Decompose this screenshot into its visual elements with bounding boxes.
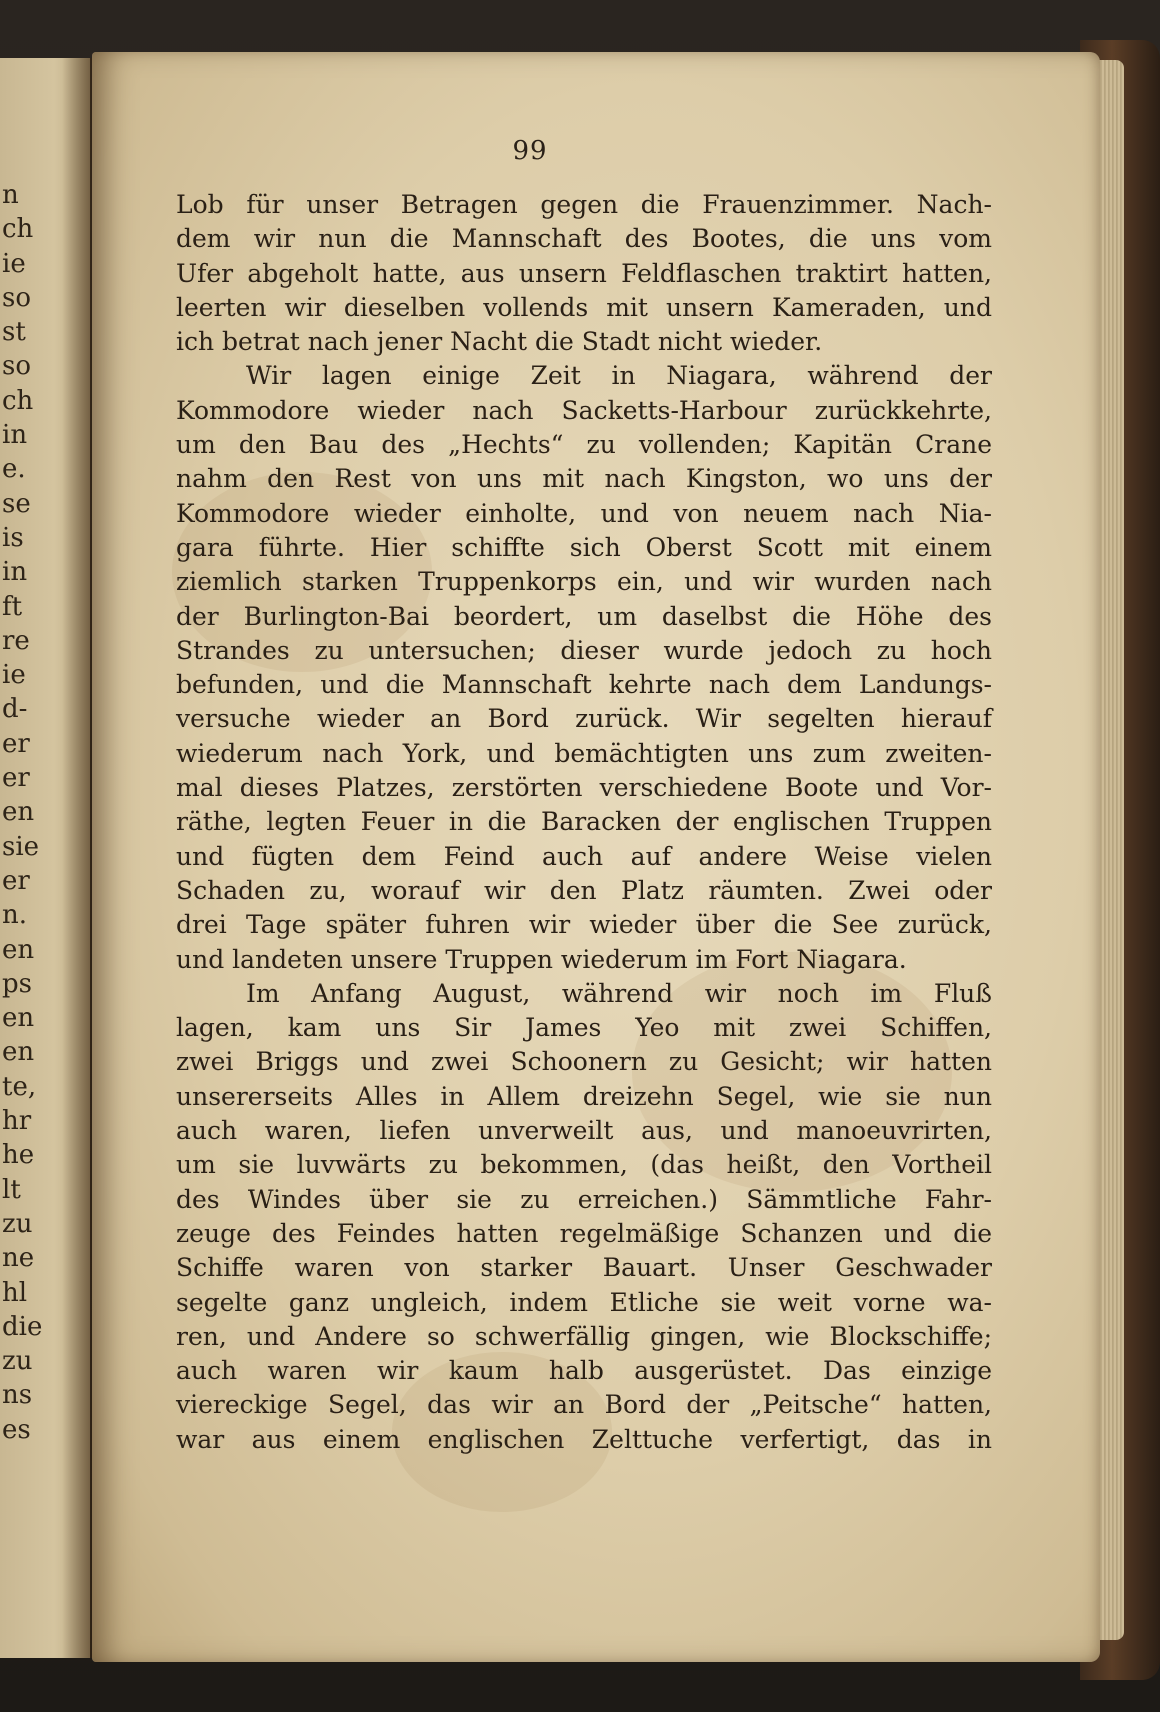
left-page-fragment: so <box>2 282 31 313</box>
text-line: gara führte. Hier schiffte sich Oberst Scott mit einem <box>176 532 992 562</box>
text-line: mal dieses Platzes, zerstörten verschiedene Boote und Vor- <box>176 773 992 803</box>
text-line: dem wir nun die Mannschaft des Bootes, die uns vom <box>176 224 992 254</box>
left-page-fragment: hl <box>2 1277 28 1308</box>
left-page-fragment: ps <box>2 968 32 999</box>
left-page-fragment: ne <box>2 1243 35 1274</box>
text-line: nahm den Rest von uns mit nach Kingston, wo uns der <box>176 464 992 494</box>
body-text <box>176 188 992 1457</box>
text-line: Schaden zu, worauf wir den Platz räumten. Zwei oder <box>176 875 992 905</box>
text-line: der Burlington-Bai beordert, um daselbst die Höhe des <box>176 601 992 631</box>
text-line: befunden, und die Mannschaft kehrte nach dem Landungs- <box>176 670 992 700</box>
text-line: auch waren, liefen unverweilt aus, und manoeuvrirten, <box>176 1116 992 1146</box>
left-page-fragment: he <box>2 1140 35 1171</box>
text-line: versuche wieder an Bord zurück. Wir segelten hierauf <box>176 704 992 734</box>
text-line: räthe, legten Feuer in die Baracken der englischen Truppen <box>176 807 992 837</box>
left-page-fragment: hr <box>2 1106 32 1137</box>
left-page-fragment: ns <box>2 1380 33 1411</box>
text-line: viereckige Segel, das wir an Bord der „Peitsche“ hatten, <box>176 1390 992 1420</box>
left-page-fragment: se <box>2 488 31 519</box>
text-line: Schiffe waren von starker Bauart. Unser Geschwader <box>176 1253 992 1283</box>
text-line: Lob für unser Betragen gegen die Frauenzimmer. Nach- <box>176 190 992 219</box>
left-page-fragment: d- <box>2 694 28 725</box>
left-page-fragment: en <box>2 797 35 828</box>
left-page-fragment: ie <box>2 660 26 691</box>
left-page-fragment: zu <box>2 1346 33 1377</box>
text-line: leerten wir dieselben vollends mit unsern Kameraden, und <box>176 292 992 322</box>
left-page-fragment: lt <box>2 1174 21 1205</box>
text-line: Strandes zu untersuchen; dieser wurde jedoch zu hoch <box>176 635 992 665</box>
left-page-fragment: die <box>2 1311 43 1342</box>
left-page-fragment: n. <box>2 900 28 931</box>
left-page-fragment: ch <box>2 214 34 245</box>
text-line: Kommodore wieder nach Sacketts-Harbour zurückkehrte, <box>176 395 992 425</box>
page-number: 99 <box>512 136 548 166</box>
left-page-fragment: er <box>2 728 30 759</box>
left-page-fragment: in <box>2 420 28 451</box>
text-line: und landeten unsere Truppen wiederum im Fort Niagara. <box>176 944 907 974</box>
page-edges <box>1098 60 1124 1640</box>
left-page-fragment: ie <box>2 248 26 279</box>
text-line: zeuge des Feindes hatten regelmäßige Schanzen und die <box>176 1218 992 1248</box>
text-line: auch waren wir kaum halb ausgerüstet. Das einzige <box>176 1356 992 1386</box>
left-page-fragment: sie <box>2 831 40 862</box>
text-line: um sie luvwärts zu bekommen, (das heißt, den Vortheil <box>176 1150 992 1180</box>
left-page-fragment: en <box>2 1037 35 1068</box>
left-page-fragment: ft <box>2 591 23 622</box>
left-page-fragment: st <box>2 317 26 348</box>
text-line: wiederum nach York, und bemächtigten uns zum zweiten- <box>176 738 992 768</box>
left-page-fragment: es <box>2 1414 31 1445</box>
text-line: des Windes über sie zu erreichen.) Sämmtliche Fahr- <box>176 1184 992 1214</box>
left-page-fragment: is <box>2 522 24 553</box>
left-page-fragment: en <box>2 934 35 965</box>
left-page-fragment: so <box>2 351 31 382</box>
left-page-fragment: zu <box>2 1208 33 1239</box>
left-page-fragment: te, <box>2 1071 37 1102</box>
text-line: um den Bau des „Hechts“ zu vollenden; Kapitän Crane <box>176 430 992 460</box>
left-page-text-fragments <box>2 178 62 1447</box>
text-line: unsererseits Alles in Allem dreizehn Segel, wie sie nun <box>176 1081 992 1111</box>
left-page-fragment: er <box>2 865 30 896</box>
text-line: Wir lagen einige Zeit in Niagara, während der <box>246 361 992 391</box>
left-page-fragment: in <box>2 557 28 588</box>
text-line: Kommodore wieder einholte, und von neuem nach Nia- <box>176 498 992 528</box>
text-line: Ufer abgeholt hatte, aus unsern Feldflaschen traktirt hatten, <box>176 258 992 288</box>
text-line: drei Tage später fuhren wir wieder über die See zurück, <box>176 910 992 940</box>
left-page-fragment: er <box>2 763 30 794</box>
text-line: lagen, kam uns Sir James Yeo mit zwei Schiffen, <box>176 1013 992 1043</box>
left-page-fragment: re <box>2 625 30 656</box>
text-line: ich betrat nach jener Nacht die Stadt nicht wieder. <box>176 327 823 357</box>
left-page-fragment: ch <box>2 385 34 416</box>
text-line: segelte ganz ungleich, indem Etliche sie weit vorne wa- <box>176 1287 992 1317</box>
text-line: Im Anfang August, während wir noch im Fluß <box>246 978 992 1008</box>
text-line: ziemlich starken Truppenkorps ein, und wir wurden nach <box>176 567 992 597</box>
text-line: zwei Briggs und zwei Schoonern zu Gesicht; wir hatten <box>176 1047 992 1077</box>
text-line: und fügten dem Feind auch auf andere Weise vielen <box>176 841 992 871</box>
left-page-fragment: e. <box>2 454 26 485</box>
left-page-fragment: en <box>2 1003 35 1034</box>
left-page-fragment: n <box>2 180 19 210</box>
text-line: ren, und Andere so schwerfällig gingen, wie Blockschiffe; <box>176 1321 992 1351</box>
text-line: war aus einem englischen Zelttuche verfertigt, das in <box>176 1424 992 1454</box>
